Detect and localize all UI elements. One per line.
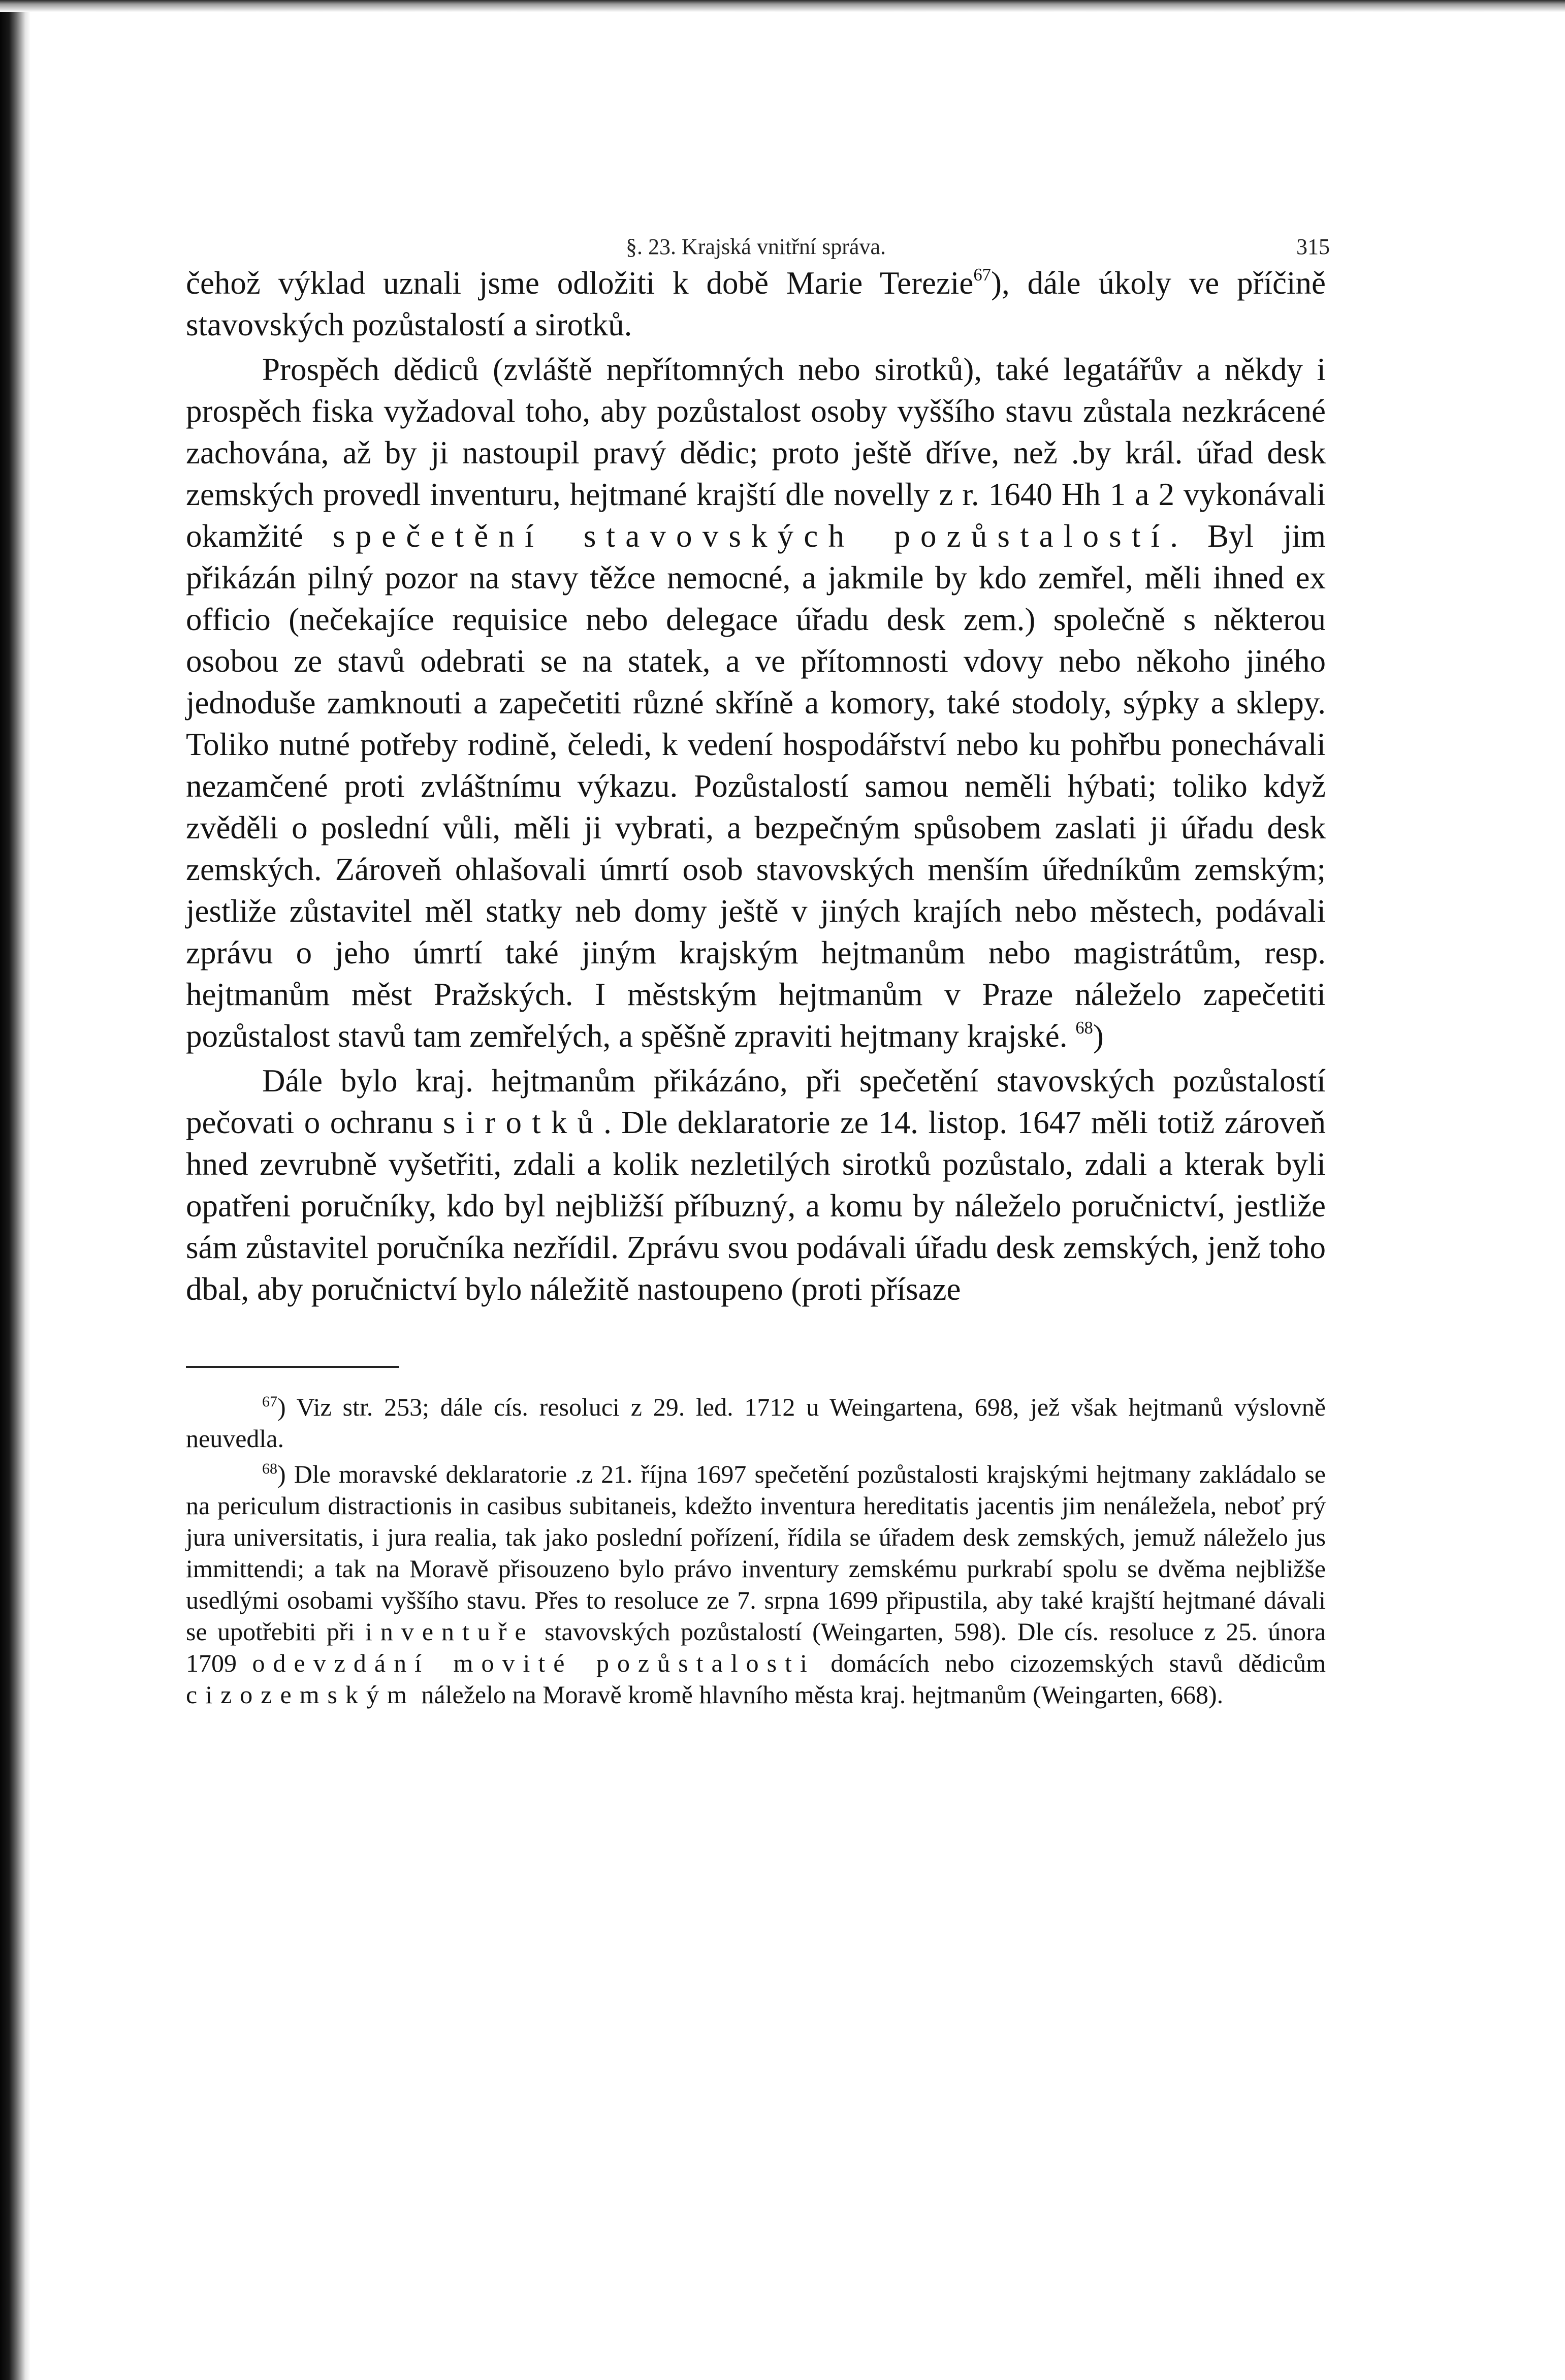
paragraph-1 xyxy=(186,262,1326,346)
paragraph-1-text-a: čehož výklad uznali jsme odložiti k době Marie Terezie xyxy=(186,265,974,301)
footnote-68-mark: 68 xyxy=(262,1460,277,1477)
footnote-68-emphasis-3: cizozemským xyxy=(186,1680,415,1709)
footnote-68-text-d: náleželo na Moravě kromě hlavního města kraj. hejtmanům (Weingarten, 668). xyxy=(414,1680,1224,1709)
paragraph-2-text-c: ) xyxy=(1093,1018,1104,1054)
page-header xyxy=(186,213,1330,262)
footnote-67 xyxy=(186,1391,1326,1454)
footnote-67-mark: 67 xyxy=(262,1393,277,1410)
page-binding-shadow xyxy=(0,0,30,2380)
paragraph-3-text-b: . Dle deklaratorie ze 14. listop. 1647 měli totiž zároveň hned zevrubně vyšetřiti, zdali a kolik nezletilých sirotků pozůstalo, zdali a kterak byli opatřeni poručníky, kdo byl nejbližší příbuzný, a komu by náleželo poručnictví, jestliže sám zůstavitel poručníka nezřídil. Zprávu svou podávali úřadu desk zemských, jenž toho dbal, aby poručnictví bylo náležitě nastoupeno (proti přísaze xyxy=(186,1105,1326,1307)
page-number: 315 xyxy=(1296,234,1330,259)
paragraph-3-text-a: Dále bylo kraj. hejtmanům přikázáno, při spečetění stavovských pozůstalostí pečovati o ochranu xyxy=(186,1063,1326,1140)
footnote-68-text-b: stavovských pozůstalostí (Weingarten, 598). Dle cís. resoluce z 25. února 1709 xyxy=(186,1617,1326,1677)
footnote-ref-68: 68 xyxy=(1075,1018,1093,1038)
page-top-shadow xyxy=(0,0,1565,12)
footnote-67-text: ) Viz str. 253; dále cís. resoluci z 29. led. 1712 u Weingartena, 698, jež však hejtmanů výslovně neuvedla. xyxy=(186,1393,1326,1453)
running-head: §. 23. Krajská vnitřní správa. xyxy=(626,234,886,259)
paragraph-1-text-b: ), dále úkoly ve příčině stavovských pozůstalostí a sirotků. xyxy=(186,265,1326,342)
footnote-68-emphasis-2: odevzdání movité pozůstalosti xyxy=(252,1649,815,1677)
paragraph-3-emphasis: sirotků xyxy=(443,1105,604,1140)
footnote-68 xyxy=(186,1458,1326,1710)
paragraph-2-text-b: . Byl jim přikázán pilný pozor na stavy těžce nemocné, a jakmile by kdo zemřel, měli ihned ex officio (nečekajíce requisice nebo delegace úřadu desk zem.) společně s některou osobou ze stavů odebrati se na statek, a ve přítomnosti vdovy nebo někoho jiného jednoduše zamknouti a zapečetiti různé skříně a komory, také stodoly, sýpky a sklepy. Toliko nutné potřeby rodině, čeledi, k vedení hospodářství nebo ku pohřbu ponechávali nezamčené proti zvláštnímu výkazu. Pozůstalostí samou neměli hýbati; toliko když zvěděli o poslední vůli, měli ji vybrati, a bezpečným spůsobem zaslati ji úřadu desk zemských. Zároveň ohlašovali úmrtí osob stavovských menším úředníkům zemským; jestliže zůstavitel měl statky neb domy ještě v jiných krajích nebo městech, podávali zprávu o jeho úmrtí také jiným krajským hejtmanům nebo magistrátům, resp. hejtmanům měst Pražských. I městským hejtmanům v Praze náleželo zapečetiti pozůstalost stavů tam zemřelých, a spěšně zpraviti hejtmany krajské. xyxy=(186,518,1326,1054)
book-page xyxy=(186,213,1330,1714)
footnote-68-emphasis-1: inventuře xyxy=(365,1617,534,1646)
footnote-ref-67: 67 xyxy=(973,265,991,285)
footnotes xyxy=(186,1391,1326,1710)
footnote-68-text-c: domácích nebo cizozemských stavů dědicům xyxy=(815,1649,1326,1677)
footnote-divider xyxy=(186,1366,399,1368)
paragraph-2-emphasis: spečetění stavovských pozůstalostí xyxy=(332,518,1170,554)
paragraph-3 xyxy=(186,1060,1326,1310)
footnote-68-text-a: ) Dle moravské deklaratorie .z 21. října 1697 spečetění pozůstalosti krajskými hejtmany zakládalo se na periculum distractionis in casibus subitaneis, kdežto inventura hereditatis jacentis jim nenáležela, neboť prý jura universitatis, i jura realia, tak jako poslední pořízení, řídila se úřadem desk zemských, jemuž náleželo jus immittendi; a tak na Moravě přisouzeno bylo právo inventury zemskému purkrabí spolu se dvěma nejbližše usedlými osobami vyššího stavu. Přes to resoluce ze 7. srpna 1699 připustila, aby také krajští hejtmané dávali se upotřebiti při xyxy=(186,1460,1326,1646)
body-text xyxy=(186,262,1326,1310)
paragraph-2 xyxy=(186,349,1326,1057)
paragraph-2-text-a: Prospěch dědiců (zvláště nepřítomných nebo sirotků), také legatářův a někdy i prospěch fiska vyžadoval toho, aby pozůstalost osoby vyššího stavu zůstala nezkrácené zachována, až by ji nastoupil pravý dědic; proto ještě dříve, než .by král. úřad desk zemských provedl inventuru, hejtmané krajští dle novelly z r. 1640 Hh 1 a 2 vykonávali okamžité xyxy=(186,352,1326,554)
